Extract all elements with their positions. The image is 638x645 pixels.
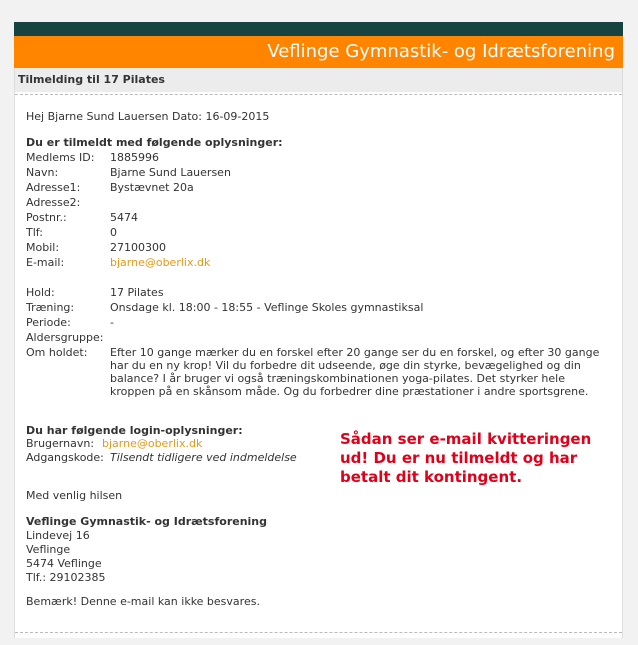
mobile-value: 27100300 xyxy=(110,241,166,254)
subheader-title: Tilmelding til 17 Pilates xyxy=(15,68,622,92)
course-label: Hold: xyxy=(26,286,55,299)
password-value: Tilsendt tidligere ved indmeldelse xyxy=(110,451,297,464)
top-dark-bar xyxy=(14,22,623,36)
email-panel xyxy=(14,68,623,638)
postal-value: 5474 xyxy=(110,211,138,224)
login-label: Brugernavn: xyxy=(26,437,95,450)
phone-value: 0 xyxy=(110,226,117,239)
org-title: Veflinge Gymnastik- og Idrætsforening xyxy=(267,41,615,62)
training-value: Onsdage kl. 18:00 - 18:55 - Veflinge Skoles gymnastiksal xyxy=(110,301,424,314)
footer-note: Bemærk! Denne e-mail kan ikke besvares. xyxy=(26,595,260,608)
username-link[interactable]: bjarne@oberlix.dk xyxy=(102,437,203,450)
member-id-value: 1885996 xyxy=(110,151,159,164)
signature-name: Veflinge Gymnastik- og Idrætsforening xyxy=(26,515,268,528)
info-heading: Du er tilmeldt med følgende oplysninger: xyxy=(26,136,283,149)
member-label: Adresse1: xyxy=(26,181,81,194)
member-label: Navn: xyxy=(26,166,59,179)
signature-postal: 5474 Veflinge xyxy=(26,557,102,570)
divider xyxy=(15,94,622,95)
header-banner xyxy=(14,36,623,68)
course-label: Træning: xyxy=(26,301,75,314)
member-label: Adresse2: xyxy=(26,196,81,209)
email-link[interactable]: bjarne@oberlix.dk xyxy=(110,256,211,269)
member-label: Mobil: xyxy=(26,241,60,254)
signature-city: Veflinge xyxy=(26,543,71,556)
course-label: Periode: xyxy=(26,316,71,329)
divider xyxy=(15,632,622,633)
hold-value: 17 Pilates xyxy=(110,286,164,299)
signature-street: Lindevej 16 xyxy=(26,529,90,542)
member-label: Postnr.: xyxy=(26,211,67,224)
member-label: E-mail: xyxy=(26,256,65,269)
address1-value: Bystævnet 20a xyxy=(110,181,194,194)
course-label: Aldersgruppe: xyxy=(26,331,104,344)
course-label: Om holdet: xyxy=(26,346,88,359)
course-description: Efter 10 gange mærker du en forskel efter 20 gange ser du en forskel, og efter 30 gange har du en ny krop! Vil du forbedre dit udseende, øge din styrke, bevægelighed og din balance? I år bruger vi også træningskombinationen yoga-pilates. Det styrker hele kroppen på en skånsom måde. Og du forbedrer dine præstationer i andre sportsgrene. xyxy=(110,346,600,398)
greeting: Hej Bjarne Sund Lauersen Dato: 16-09-2015 xyxy=(26,110,270,123)
member-label: Medlems ID: xyxy=(26,151,95,164)
period-value: - xyxy=(110,316,114,329)
annotation-text: Sådan ser e-mail kvitteringen ud! Du er nu tilmeldt og har betalt dit kontingent. xyxy=(340,430,592,486)
closing: Med venlig hilsen xyxy=(26,489,123,502)
signature-phone: Tlf.: 29102385 xyxy=(26,571,106,584)
login-label: Adgangskode: xyxy=(26,451,104,464)
member-name-value: Bjarne Sund Lauersen xyxy=(110,166,231,179)
login-heading: Du har følgende login-oplysninger: xyxy=(26,424,243,437)
member-label: Tlf: xyxy=(26,226,43,239)
